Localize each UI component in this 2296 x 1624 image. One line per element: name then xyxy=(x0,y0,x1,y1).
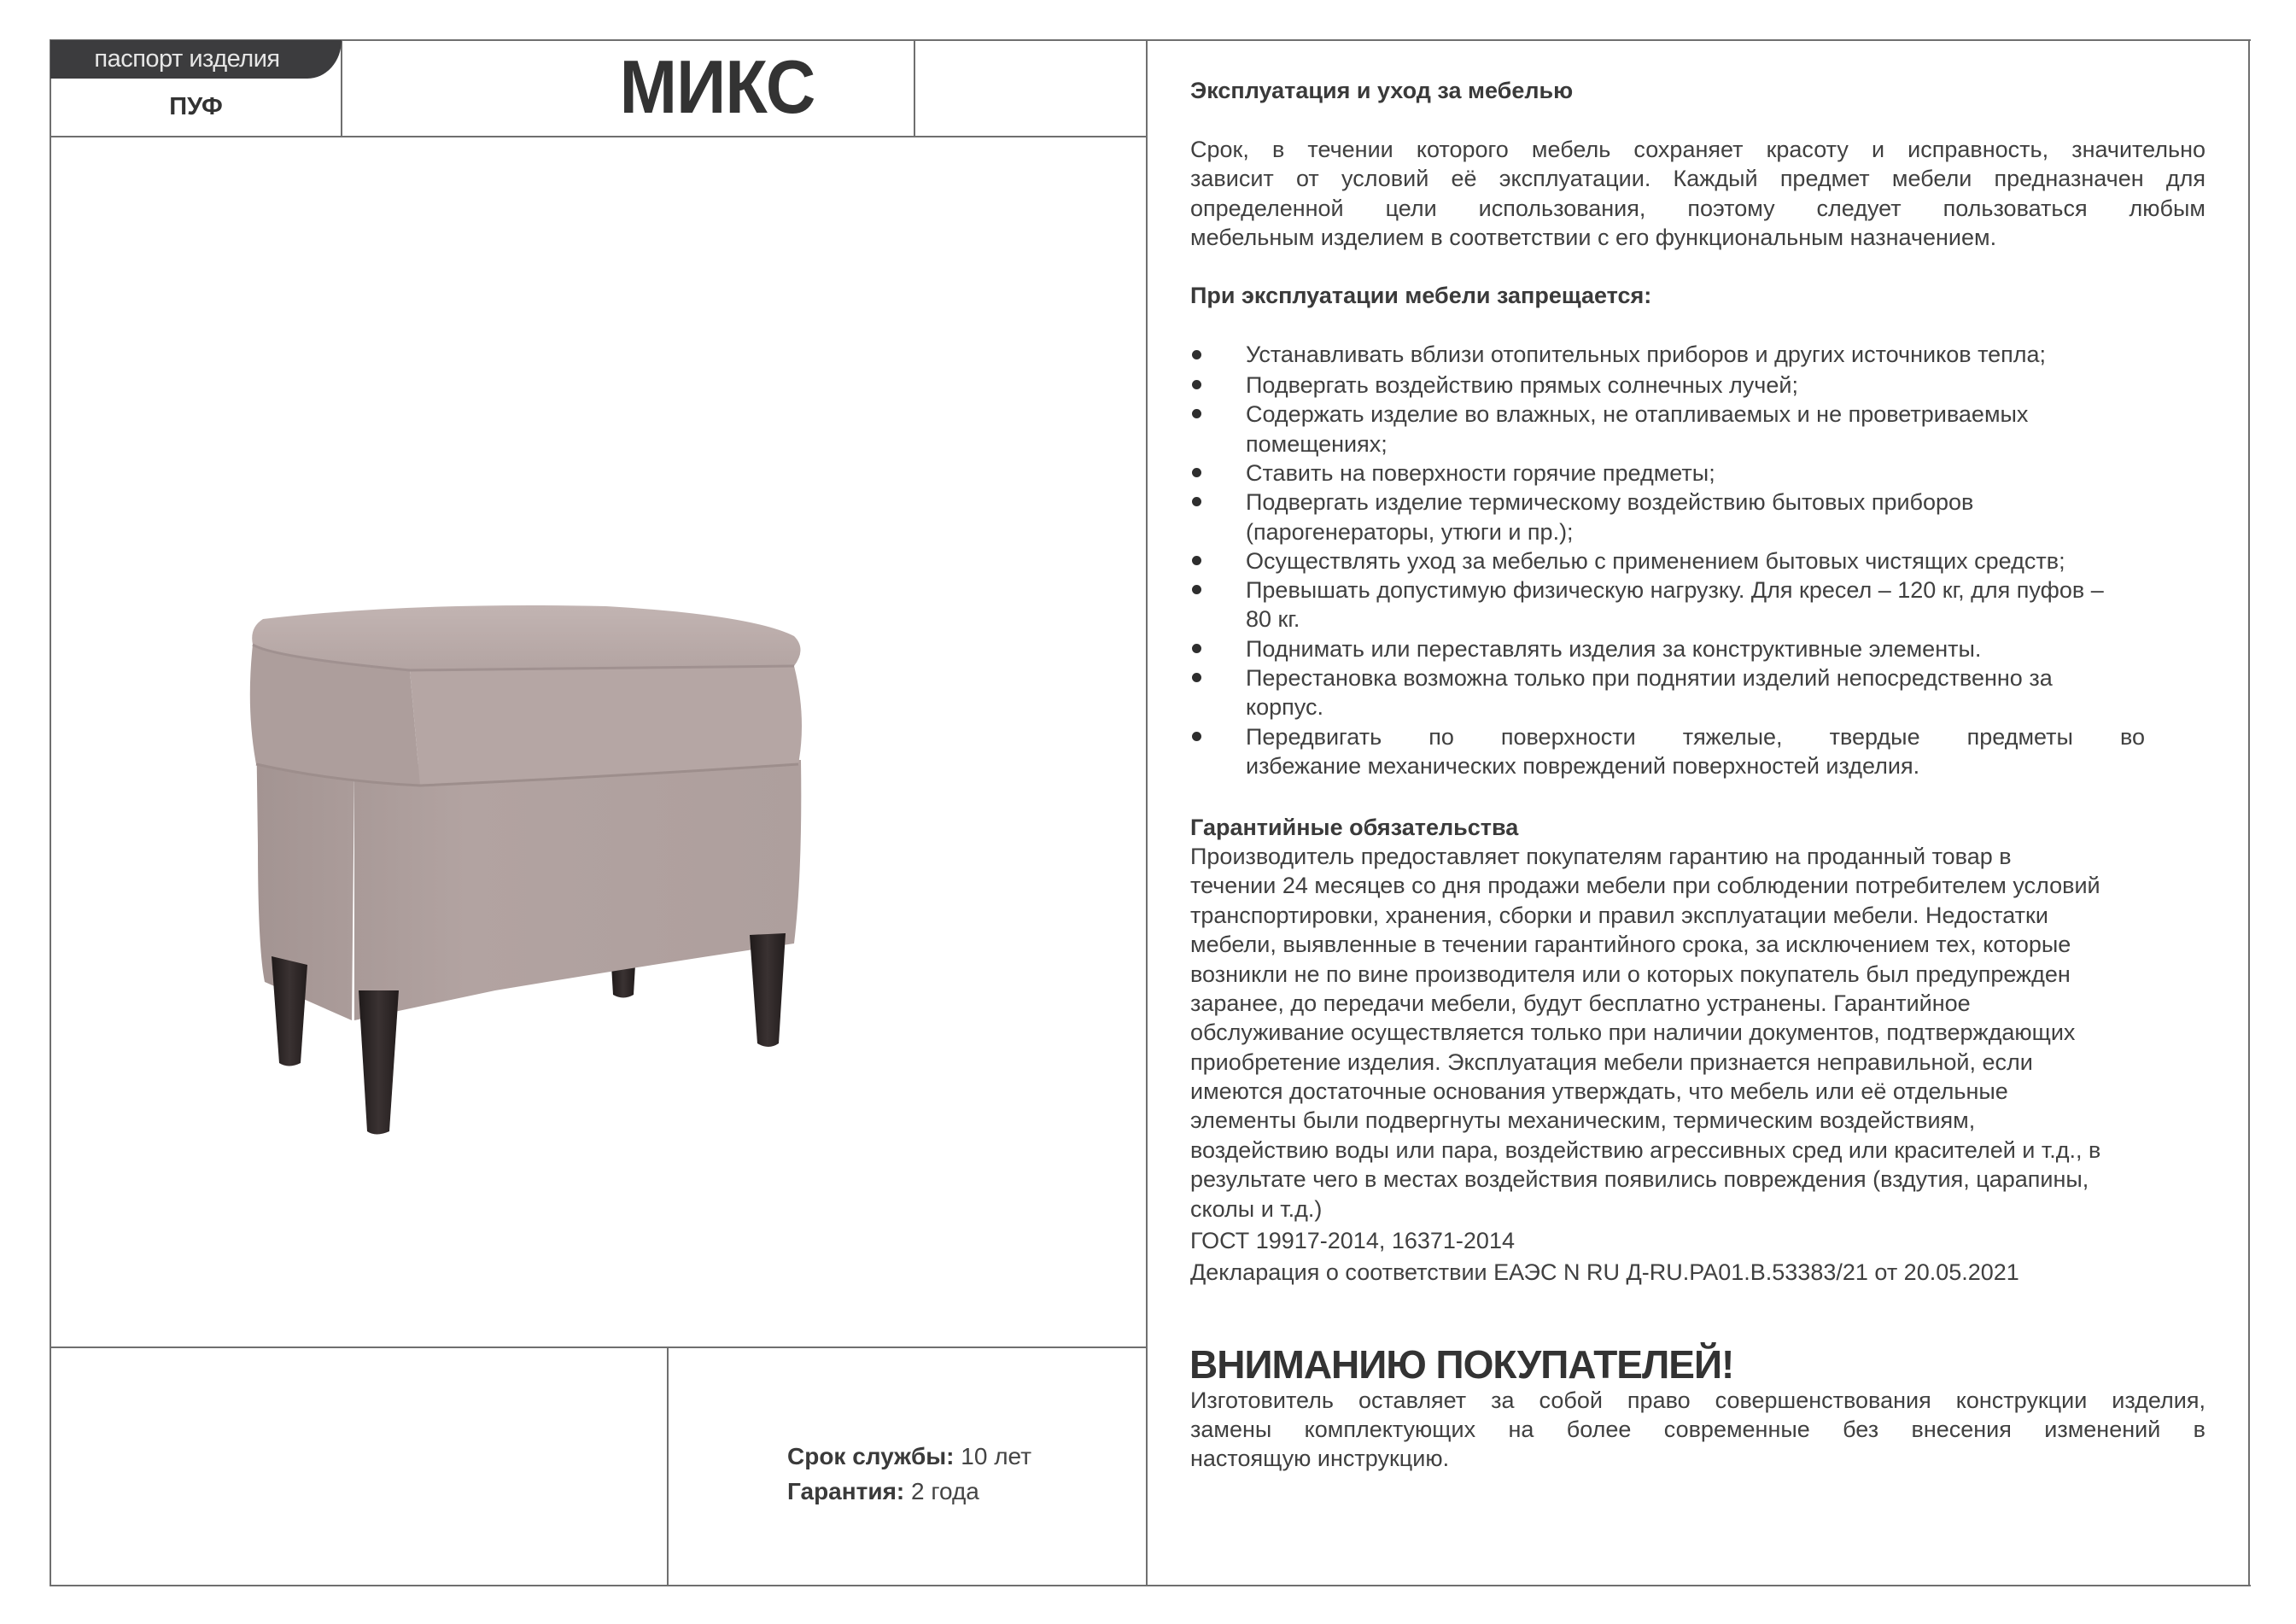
warranty xyxy=(787,1475,979,1509)
bullet-icon xyxy=(1192,350,1201,359)
guarantee-line: элементы были подвергнуты механическим, термическим воздействиям, xyxy=(1190,1107,1976,1133)
guarantee-line: обслуживание осуществляется только при наличии документов, подтверждающих xyxy=(1190,1019,2076,1045)
notice-line: Изготовитель оставляет за собой право совершенствования конструкции изделия, xyxy=(1190,1387,2205,1413)
intro-line: Срок, в течении которого мебель сохраняет красоту и исправность, значительно xyxy=(1190,137,2205,162)
specs-top-border xyxy=(50,1347,1148,1348)
column-divider xyxy=(1146,39,1148,1586)
service-life xyxy=(787,1440,1031,1474)
ottoman-cushion-top xyxy=(252,605,800,670)
guarantee-line: сколы и т.д.) xyxy=(1190,1196,1323,1222)
list-item-continuation: 80 кг. xyxy=(1246,606,1300,632)
list-item: Превышать допустимую физическую нагрузку. Для кресел – 120 кг, для пуфов – xyxy=(1246,577,2104,603)
list-item: Подвергать воздействию прямых солнечных лучей; xyxy=(1246,372,1798,398)
list-item-continuation: избежание механических повреждений поверхностей изделия. xyxy=(1246,753,1920,779)
bullet-icon xyxy=(1192,468,1201,477)
prohibited-title: При эксплуатации мебели запрещается: xyxy=(1190,283,1652,308)
ottoman-leg-front xyxy=(359,990,399,1135)
list-item: Содержать изделие во влажных, не отапливаемых и не проветриваемых xyxy=(1246,401,2029,427)
guarantee-line: Производитель предоставляет покупателям гарантию на проданный товар в xyxy=(1190,844,2012,869)
list-item: Подвергать изделие термическому воздействию бытовых приборов xyxy=(1246,489,1974,515)
bullet-icon xyxy=(1192,409,1201,418)
gost-standards: ГОСТ 19917-2014, 16371-2014 xyxy=(1190,1228,1515,1253)
model-name: МИКС xyxy=(619,44,815,129)
intro-line: зависит от условий её эксплуатации. Каждый предмет мебели предназначен для xyxy=(1190,166,2205,191)
bullet-icon xyxy=(1192,380,1201,389)
guarantee-line: имеются достаточные основания утверждать, что мебель или её отдельные xyxy=(1190,1078,2008,1104)
product-type: ПУФ xyxy=(169,93,223,120)
list-item: Ставить на поверхности горячие предметы; xyxy=(1246,460,1715,486)
guarantee-line: мебели, выявленные в течении гарантийного срока, за исключением тех, которые xyxy=(1190,932,2071,957)
bullet-icon xyxy=(1192,673,1201,682)
frame-bottom-border xyxy=(50,1585,2251,1586)
bullet-icon xyxy=(1192,556,1201,565)
intro-line: определенной цели использования, поэтому следует пользоваться любым xyxy=(1190,196,2205,221)
warranty-label: Гарантия: xyxy=(787,1478,905,1504)
frame-top-border xyxy=(50,39,2251,41)
declaration-of-conformity: Декларация о соответствии ЕАЭС N RU Д-RU.PA01.B.53383/21 от 20.05.2021 xyxy=(1190,1259,2019,1285)
bullet-icon xyxy=(1192,497,1201,506)
bullet-icon xyxy=(1192,644,1201,653)
guarantee-line: заранее, до передачи мебели, будут бесплатно устранены. Гарантийное xyxy=(1190,990,1971,1016)
notice-title: ВНИМАНИЮ ПОКУПАТЕЛЕЙ! xyxy=(1189,1342,1734,1387)
bullet-icon xyxy=(1192,585,1201,594)
header-bottom-border xyxy=(50,136,1148,137)
guarantee-line: воздействию воды или пара, воздействию агрессивных сред или красителей и т.д., в xyxy=(1190,1137,2101,1163)
guarantee-line: транспортировки, хранения, сборки и правил эксплуатации мебели. Недостатки xyxy=(1190,903,2048,928)
list-item: Осуществлять уход за мебелью с применением бытовых чистящих средств; xyxy=(1246,548,2065,574)
ottoman-photo-icon xyxy=(239,589,939,1136)
guarantee-line: результате чего в местах воздействия появились повреждения (вздутия, царапины, xyxy=(1190,1166,2089,1192)
bullet-icon xyxy=(1192,732,1201,741)
list-item: Устанавливать вблизи отопительных приборов и других источников тепла; xyxy=(1246,342,2047,367)
guarantee-title: Гарантийные обязательства xyxy=(1190,815,1519,840)
list-item: Перестановка возможна только при поднятии изделий непосредственно за xyxy=(1246,665,2053,691)
notice-line: настоящую инструкцию. xyxy=(1190,1446,1450,1471)
frame-right-border xyxy=(2248,39,2250,1586)
guarantee-line: возникли не по вине производителя или о которых покупатель был предупрежден xyxy=(1190,961,2071,987)
service-life-value: 10 лет xyxy=(954,1443,1032,1469)
list-item: Поднимать или переставлять изделия за конструктивные элементы. xyxy=(1246,636,1982,662)
care-title: Эксплуатация и уход за мебелью xyxy=(1190,78,1574,103)
passport-tab-label: паспорт изделия xyxy=(94,45,280,73)
ottoman-leg-left xyxy=(272,956,307,1066)
intro-line: мебельным изделием в соответствии с его функциональным назначением. xyxy=(1190,225,1997,250)
guarantee-line: течении 24 месяцев со дня продажи мебели при соблюдении потребителем условий xyxy=(1190,873,2100,898)
notice-line: замены комплектующих на более современные без внесения изменений в xyxy=(1190,1417,2205,1442)
frame-left-border xyxy=(50,39,51,1586)
ottoman-leg-right xyxy=(750,933,786,1047)
warranty-value: 2 года xyxy=(904,1478,979,1504)
list-item-continuation: помещениях; xyxy=(1246,431,1388,457)
list-item-continuation: (парогенераторы, утюги и пр.); xyxy=(1246,519,1574,545)
service-life-label: Срок службы: xyxy=(787,1443,955,1469)
list-item: Передвигать по поверхности тяжелые, твердые предметы во xyxy=(1246,724,2145,750)
ottoman-base-front xyxy=(354,760,801,1020)
passport-tab xyxy=(50,40,342,79)
list-item-continuation: корпус. xyxy=(1246,694,1323,720)
specs-divider xyxy=(667,1347,669,1586)
guarantee-line: приобретение изделия. Эксплуатация мебели признается неправильной, если xyxy=(1190,1049,2033,1075)
